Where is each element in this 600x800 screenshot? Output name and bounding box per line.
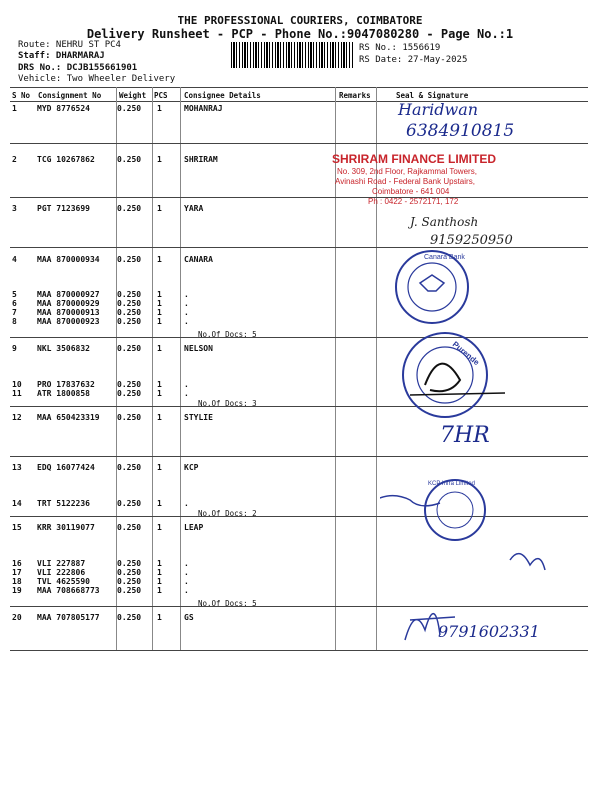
cell-wt: 0.250	[117, 290, 142, 299]
cell-pcs: 1	[157, 344, 162, 353]
runsheet-subtitle: Delivery Runsheet - PCP - Phone No.:9047080280 - Page No.:1	[86, 27, 514, 41]
cell-sno: 3	[12, 204, 17, 213]
cell-wt: 0.250	[117, 204, 142, 213]
cell-wt: 0.250	[117, 613, 142, 622]
signature-scribble-icon	[405, 614, 455, 640]
cell-pcs: 1	[157, 463, 162, 472]
cell-cn: MAA 870000923	[37, 317, 100, 326]
canara-stamp-text: Canara Bank	[424, 254, 465, 261]
cell-name: .	[184, 586, 189, 595]
col-header-consignment: Consignment No	[38, 91, 102, 100]
cell-pcs: 1	[157, 204, 162, 213]
cell-name: SHRIRAM	[184, 155, 218, 164]
cell-sno: 12	[12, 413, 22, 422]
cell-sno: 18	[12, 577, 22, 586]
cell-name: .	[184, 559, 189, 568]
cell-cn: TVL 4625590	[37, 577, 90, 586]
handwritten-phone: 9159250950	[430, 233, 513, 248]
cell-pcs: 1	[157, 308, 162, 317]
col-header-weight: Weight	[119, 91, 147, 100]
cell-sno: 20	[12, 613, 22, 622]
cell-wt: 0.250	[117, 586, 142, 595]
handwritten-signature: Haridwan	[398, 100, 479, 119]
col-header-pcs: PCS	[154, 91, 168, 100]
cell-sno: 4	[12, 255, 17, 264]
cell-pcs: 1	[157, 577, 162, 586]
cell-name: GS	[184, 613, 194, 622]
kcp-stamp-icon	[380, 480, 485, 540]
cell-name: .	[184, 568, 189, 577]
cell-pcs: 1	[157, 380, 162, 389]
cell-cn: VLI 222806	[37, 568, 86, 577]
signature-scribble-icon	[510, 554, 545, 570]
no-of-docs: No.Of Docs: 5	[198, 330, 257, 339]
cell-sno: 19	[12, 586, 22, 595]
col-header-consignee: Consignee Details	[184, 91, 261, 100]
table-header-line	[10, 101, 588, 102]
cell-wt: 0.250	[117, 155, 142, 164]
cell-wt: 0.250	[117, 299, 142, 308]
company-title: THE PROFESSIONAL COURIERS, COIMBATORE	[177, 14, 423, 27]
row-divider	[10, 197, 588, 198]
cell-name: .	[184, 299, 189, 308]
shriram-stamp-line: Coimbatore - 641 004	[372, 187, 450, 196]
cell-cn: MAA 870000913	[37, 308, 100, 317]
cell-wt: 0.250	[117, 463, 142, 472]
cell-pcs: 1	[157, 586, 162, 595]
shriram-stamp-line: Avinashi Road - Federal Bank Upstairs,	[335, 177, 475, 186]
cell-cn: TRT 5122236	[37, 499, 90, 508]
cell-cn: MAA 870000929	[37, 299, 100, 308]
cell-cn: MAA 870000927	[37, 290, 100, 299]
cell-cn: PRO 17837632	[37, 380, 95, 389]
cell-wt: 0.250	[117, 317, 142, 326]
cell-sno: 9	[12, 344, 17, 353]
cell-name: NELSON	[184, 344, 213, 353]
shriram-stamp-line: Ph : 0422 - 2572171, 172	[368, 197, 459, 206]
handwritten-signature: J. Santhosh	[410, 215, 479, 229]
handwritten-phone: 6384910815	[406, 121, 515, 141]
cell-sno: 13	[12, 463, 22, 472]
handwritten-phone: 9791602331	[438, 622, 540, 641]
cell-pcs: 1	[157, 499, 162, 508]
cell-pcs: 1	[157, 104, 162, 113]
cell-cn: MYD 8776524	[37, 104, 90, 113]
cell-name: .	[184, 389, 189, 398]
cell-cn: TCG 10267862	[37, 155, 95, 164]
cell-sno: 5	[12, 290, 17, 299]
column-divider	[180, 87, 181, 650]
cell-sno: 14	[12, 499, 22, 508]
cell-name: STYLIE	[184, 413, 213, 422]
cell-name: .	[184, 290, 189, 299]
col-header-sno: S No	[12, 91, 31, 100]
kcp-stamp-text: KCP Infra Limited	[428, 481, 475, 487]
cell-pcs: 1	[157, 299, 162, 308]
column-divider	[152, 87, 153, 650]
barcode-image	[231, 42, 353, 68]
cell-sno: 10	[12, 380, 22, 389]
cell-wt: 0.250	[117, 413, 142, 422]
cell-wt: 0.250	[117, 389, 142, 398]
route-label: Route: NEHRU ST PC4	[18, 40, 121, 50]
cell-wt: 0.250	[117, 380, 142, 389]
shriram-stamp-line: No. 309, 2nd Floor, Rajkammal Towers,	[337, 167, 477, 176]
cell-sno: 16	[12, 559, 22, 568]
cell-name: .	[184, 308, 189, 317]
seal-stamps	[380, 245, 580, 645]
cell-pcs: 1	[157, 255, 162, 264]
col-header-remarks: Remarks	[339, 91, 371, 100]
rs-number: RS No.: 1556619	[359, 43, 441, 53]
cell-wt: 0.250	[117, 568, 142, 577]
cell-name: .	[184, 577, 189, 586]
cell-wt: 0.250	[117, 344, 142, 353]
cell-sno: 6	[12, 299, 17, 308]
cell-cn: MAA 650423319	[37, 413, 100, 422]
no-of-docs: No.Of Docs: 3	[198, 399, 257, 408]
cell-cn: VLI 227887	[37, 559, 86, 568]
cell-name: KCP	[184, 463, 199, 472]
row-divider	[10, 143, 588, 144]
cell-cn: NKL 3506832	[37, 344, 90, 353]
cell-pcs: 1	[157, 389, 162, 398]
cell-pcs: 1	[157, 155, 162, 164]
cell-cn: EDQ 16077424	[37, 463, 95, 472]
cell-pcs: 1	[157, 317, 162, 326]
cell-cn: ATR 1800858	[37, 389, 90, 398]
cell-cn: MAA 707805177	[37, 613, 100, 622]
cell-wt: 0.250	[117, 499, 142, 508]
cell-wt: 0.250	[117, 308, 142, 317]
canara-stamp-icon	[396, 251, 468, 323]
cell-name: .	[184, 317, 189, 326]
cell-sno: 1	[12, 104, 17, 113]
cell-wt: 0.250	[117, 104, 142, 113]
cell-cn: MAA 870000934	[37, 255, 100, 264]
cell-wt: 0.250	[117, 255, 142, 264]
cell-name: LEAP	[184, 523, 204, 532]
cell-cn: PGT 7123699	[37, 204, 90, 213]
cell-wt: 0.250	[117, 577, 142, 586]
cell-name: MOHANRAJ	[184, 104, 223, 113]
cell-sno: 7	[12, 308, 17, 317]
cell-wt: 0.250	[117, 559, 142, 568]
cell-pcs: 1	[157, 523, 162, 532]
cell-name: .	[184, 380, 189, 389]
table-bottom-line	[10, 650, 588, 651]
no-of-docs: No.Of Docs: 2	[198, 509, 257, 518]
cell-pcs: 1	[157, 290, 162, 299]
staff-label: Staff: DHARMARAJ	[18, 51, 105, 61]
cell-pcs: 1	[157, 559, 162, 568]
cell-sno: 15	[12, 523, 22, 532]
cell-sno: 8	[12, 317, 17, 326]
cell-sno: 11	[12, 389, 22, 398]
purende-stamp-icon	[403, 333, 505, 417]
cell-name: .	[184, 499, 189, 508]
cell-name: YARA	[184, 204, 204, 213]
cell-wt: 0.250	[117, 523, 142, 532]
purende-stamp-text: Purende	[450, 339, 482, 368]
cell-cn: MAA 708668773	[37, 586, 100, 595]
cell-name: CANARA	[184, 255, 213, 264]
cell-cn: KRR 30119077	[37, 523, 95, 532]
cell-sno: 2	[12, 155, 17, 164]
cell-sno: 17	[12, 568, 22, 577]
vehicle-label: Vehicle: Two Wheeler Delivery	[18, 74, 176, 84]
table-top-line	[10, 87, 588, 88]
column-divider	[335, 87, 336, 650]
cell-pcs: 1	[157, 568, 162, 577]
cell-pcs: 1	[157, 613, 162, 622]
cell-pcs: 1	[157, 413, 162, 422]
drs-label: DRS No.: DCJB155661901	[18, 63, 138, 73]
col-header-seal: Seal & Signature	[396, 91, 469, 100]
handwritten-signature: 7HR	[440, 423, 490, 448]
shriram-stamp-title: SHRIRAM FINANCE LIMITED	[332, 152, 496, 166]
rs-date: RS Date: 27-May-2025	[359, 55, 468, 65]
no-of-docs: No.Of Docs: 5	[198, 599, 257, 608]
